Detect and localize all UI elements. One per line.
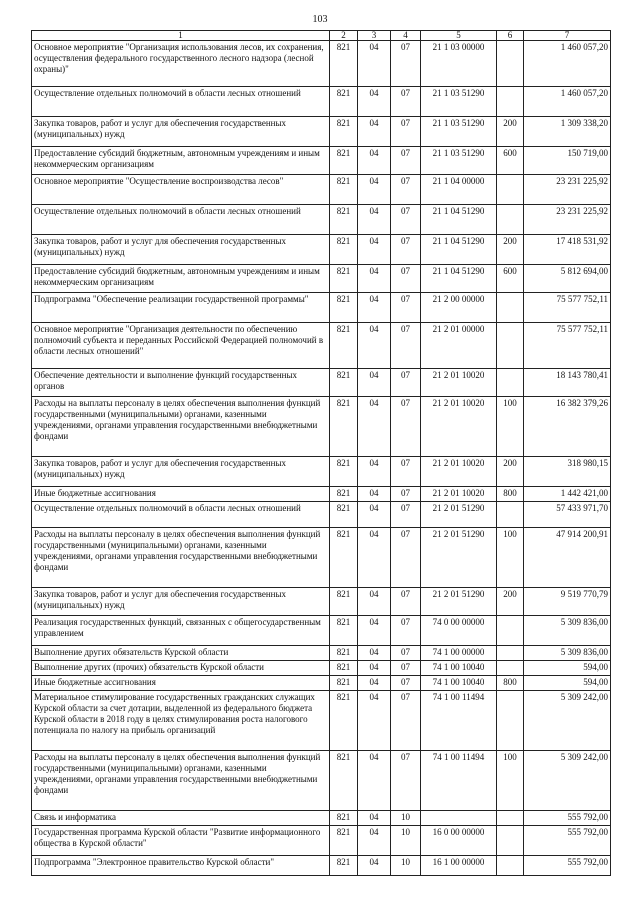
row-name: Государственная программа Курской области "Развитие информационного общества в Курской области" xyxy=(32,826,330,856)
row-code-2: 821 xyxy=(330,147,358,175)
column-header: 2 xyxy=(330,31,358,41)
row-code-4: 07 xyxy=(391,588,421,616)
row-code-3: 04 xyxy=(358,205,391,235)
row-sum: 555 792,00 xyxy=(524,811,611,826)
row-code-6 xyxy=(497,646,524,661)
row-code-3: 04 xyxy=(358,502,391,528)
row-code-6: 200 xyxy=(497,588,524,616)
row-code-5: 74 1 00 10040 xyxy=(421,676,497,691)
row-code-6: 100 xyxy=(497,397,524,457)
row-code-3: 04 xyxy=(358,751,391,811)
table-row xyxy=(32,235,611,265)
row-sum: 594,00 xyxy=(524,661,611,676)
row-code-2: 821 xyxy=(330,293,358,323)
row-code-3: 04 xyxy=(358,117,391,147)
row-code-3: 04 xyxy=(358,235,391,265)
row-code-6 xyxy=(497,41,524,87)
row-code-4: 07 xyxy=(391,41,421,87)
row-sum: 23 231 225,92 xyxy=(524,205,611,235)
row-code-3: 04 xyxy=(358,487,391,502)
budget-table xyxy=(31,30,611,876)
row-code-2: 821 xyxy=(330,751,358,811)
row-code-3: 04 xyxy=(358,147,391,175)
row-name: Подпрограмма "Обеспечение реализации государственной программы" xyxy=(32,293,330,323)
row-code-2: 821 xyxy=(330,502,358,528)
row-sum: 17 418 531,92 xyxy=(524,235,611,265)
row-code-5: 16 0 00 00000 xyxy=(421,826,497,856)
row-name: Выполнение других (прочих) обязательств Курской области xyxy=(32,661,330,676)
row-code-6 xyxy=(497,616,524,646)
row-code-5: 74 1 00 00000 xyxy=(421,646,497,661)
row-name: Предоставление субсидий бюджетным, автономным учреждениям и иным некоммерческим организациям xyxy=(32,265,330,293)
row-code-4: 07 xyxy=(391,616,421,646)
row-name: Расходы на выплаты персоналу в целях обеспечения выполнения функций государственными (муниципальными) органами, казенными учреждениями, органами управления государственными внебюджетными фондами xyxy=(32,528,330,588)
table-row xyxy=(32,588,611,616)
row-sum: 5 309 242,00 xyxy=(524,751,611,811)
row-name: Выполнение других обязательств Курской области xyxy=(32,646,330,661)
row-name: Иные бюджетные ассигнования xyxy=(32,676,330,691)
row-code-3: 04 xyxy=(358,646,391,661)
table-row xyxy=(32,811,611,826)
row-code-2: 821 xyxy=(330,205,358,235)
row-code-5: 21 2 01 51290 xyxy=(421,588,497,616)
row-code-3: 04 xyxy=(358,826,391,856)
row-code-5: 21 2 01 10020 xyxy=(421,457,497,487)
row-code-3: 04 xyxy=(358,265,391,293)
row-code-4: 10 xyxy=(391,826,421,856)
row-code-5: 21 2 01 51290 xyxy=(421,502,497,528)
row-code-5: 74 1 00 10040 xyxy=(421,661,497,676)
row-code-6: 800 xyxy=(497,676,524,691)
row-code-5: 74 1 00 11494 xyxy=(421,691,497,751)
row-code-6 xyxy=(497,691,524,751)
row-code-4: 07 xyxy=(391,487,421,502)
row-code-3: 04 xyxy=(358,369,391,397)
table-row xyxy=(32,369,611,397)
table-row xyxy=(32,265,611,293)
row-name: Реализация государственных функций, связанных с общегосударственным управлением xyxy=(32,616,330,646)
row-sum: 5 812 694,00 xyxy=(524,265,611,293)
row-code-6: 200 xyxy=(497,235,524,265)
row-code-5: 74 0 00 00000 xyxy=(421,616,497,646)
row-code-4: 07 xyxy=(391,457,421,487)
row-code-2: 821 xyxy=(330,117,358,147)
row-code-4: 07 xyxy=(391,265,421,293)
table-row xyxy=(32,293,611,323)
row-code-6 xyxy=(497,323,524,369)
column-header: 4 xyxy=(391,31,421,41)
row-code-5: 74 1 00 11494 xyxy=(421,751,497,811)
table-row xyxy=(32,87,611,117)
row-code-2: 821 xyxy=(330,397,358,457)
row-name: Расходы на выплаты персоналу в целях обеспечения выполнения функций государственными (муниципальными) органами, казенными учреждениями, органами управления государственными внебюджетными фондами xyxy=(32,397,330,457)
row-code-4: 07 xyxy=(391,676,421,691)
row-name: Осуществление отдельных полномочий в области лесных отношений xyxy=(32,205,330,235)
row-code-5: 21 1 03 51290 xyxy=(421,87,497,117)
row-sum: 5 309 242,00 xyxy=(524,691,611,751)
table-row xyxy=(32,41,611,87)
row-code-2: 821 xyxy=(330,856,358,876)
row-name: Обеспечение деятельности и выполнение функций государственных органов xyxy=(32,369,330,397)
row-code-6 xyxy=(497,856,524,876)
row-code-2: 821 xyxy=(330,691,358,751)
row-code-4: 07 xyxy=(391,147,421,175)
row-code-2: 821 xyxy=(330,265,358,293)
table-row xyxy=(32,616,611,646)
table-row xyxy=(32,856,611,876)
row-code-3: 04 xyxy=(358,323,391,369)
row-code-5: 21 1 04 51290 xyxy=(421,235,497,265)
column-header: 1 xyxy=(32,31,330,41)
row-name: Связь и информатика xyxy=(32,811,330,826)
row-sum: 150 719,00 xyxy=(524,147,611,175)
row-code-6: 800 xyxy=(497,487,524,502)
row-code-2: 821 xyxy=(330,175,358,205)
row-code-5: 16 1 00 00000 xyxy=(421,856,497,876)
row-code-5: 21 1 04 00000 xyxy=(421,175,497,205)
row-code-2: 821 xyxy=(330,323,358,369)
row-name: Предоставление субсидий бюджетным, автономным учреждениям и иным некоммерческим организациям xyxy=(32,147,330,175)
row-code-5: 21 2 01 10020 xyxy=(421,369,497,397)
row-sum: 1 442 421,00 xyxy=(524,487,611,502)
row-code-4: 07 xyxy=(391,323,421,369)
row-code-4: 07 xyxy=(391,175,421,205)
row-code-5: 21 1 03 51290 xyxy=(421,117,497,147)
row-sum: 47 914 200,91 xyxy=(524,528,611,588)
row-code-6 xyxy=(497,502,524,528)
row-code-4: 10 xyxy=(391,811,421,826)
row-code-2: 821 xyxy=(330,528,358,588)
row-code-4: 07 xyxy=(391,397,421,457)
row-code-3: 04 xyxy=(358,397,391,457)
row-sum: 16 382 379,26 xyxy=(524,397,611,457)
row-code-6 xyxy=(497,293,524,323)
row-code-4: 07 xyxy=(391,691,421,751)
column-header: 5 xyxy=(421,31,497,41)
row-code-2: 821 xyxy=(330,457,358,487)
row-code-6: 200 xyxy=(497,117,524,147)
row-name: Основное мероприятие "Организация деятельности по обеспечению полномочий субъекта и переданных Российской Федерацией полномочий в области лесных отношений" xyxy=(32,323,330,369)
row-code-2: 821 xyxy=(330,87,358,117)
row-code-3: 04 xyxy=(358,856,391,876)
row-code-4: 07 xyxy=(391,205,421,235)
table-row xyxy=(32,323,611,369)
row-sum: 318 980,15 xyxy=(524,457,611,487)
table-row xyxy=(32,751,611,811)
row-code-2: 821 xyxy=(330,676,358,691)
row-code-3: 04 xyxy=(358,457,391,487)
row-name: Основное мероприятие "Организация использования лесов, их сохранения, осуществления федерального государственного лесного надзора (лесной охраны)" xyxy=(32,41,330,87)
row-code-4: 07 xyxy=(391,646,421,661)
column-header: 3 xyxy=(358,31,391,41)
row-code-3: 04 xyxy=(358,528,391,588)
row-code-6 xyxy=(497,87,524,117)
table-row xyxy=(32,528,611,588)
row-sum: 75 577 752,11 xyxy=(524,323,611,369)
table-row xyxy=(32,487,611,502)
row-code-6 xyxy=(497,205,524,235)
row-code-6 xyxy=(497,811,524,826)
page-number: 103 xyxy=(312,14,328,25)
row-code-5: 21 2 00 00000 xyxy=(421,293,497,323)
row-sum: 9 519 770,79 xyxy=(524,588,611,616)
row-code-2: 821 xyxy=(330,616,358,646)
row-code-4: 07 xyxy=(391,369,421,397)
row-sum: 594,00 xyxy=(524,676,611,691)
row-code-4: 07 xyxy=(391,751,421,811)
row-code-6 xyxy=(497,369,524,397)
table-row xyxy=(32,175,611,205)
table-row xyxy=(32,661,611,676)
header-row xyxy=(32,31,611,41)
row-code-2: 821 xyxy=(330,235,358,265)
row-code-2: 821 xyxy=(330,661,358,676)
row-code-4: 07 xyxy=(391,235,421,265)
row-code-2: 821 xyxy=(330,826,358,856)
row-sum: 5 309 836,00 xyxy=(524,646,611,661)
row-code-3: 04 xyxy=(358,616,391,646)
row-code-5: 21 2 01 10020 xyxy=(421,397,497,457)
row-code-3: 04 xyxy=(358,661,391,676)
row-name: Расходы на выплаты персоналу в целях обеспечения выполнения функций государственными (муниципальными) органами, казенными учреждениями, органами управления государственными внебюджетными фондами xyxy=(32,751,330,811)
table-row xyxy=(32,826,611,856)
row-code-5 xyxy=(421,811,497,826)
row-code-5: 21 2 01 00000 xyxy=(421,323,497,369)
row-code-6: 100 xyxy=(497,751,524,811)
row-code-3: 04 xyxy=(358,175,391,205)
row-name: Закупка товаров, работ и услуг для обеспечения государственных (муниципальных) нужд xyxy=(32,117,330,147)
row-sum: 57 433 971,70 xyxy=(524,502,611,528)
row-code-4: 07 xyxy=(391,117,421,147)
row-code-6 xyxy=(497,175,524,205)
row-code-6: 100 xyxy=(497,528,524,588)
row-name: Иные бюджетные ассигнования xyxy=(32,487,330,502)
table-row xyxy=(32,646,611,661)
row-name: Основное мероприятие "Осуществление воспроизводства лесов" xyxy=(32,175,330,205)
row-code-4: 07 xyxy=(391,661,421,676)
row-code-5: 21 2 01 51290 xyxy=(421,528,497,588)
row-code-3: 04 xyxy=(358,41,391,87)
row-code-6: 600 xyxy=(497,147,524,175)
row-code-4: 10 xyxy=(391,856,421,876)
row-code-4: 07 xyxy=(391,293,421,323)
row-code-4: 07 xyxy=(391,502,421,528)
row-code-2: 821 xyxy=(330,369,358,397)
row-code-6: 600 xyxy=(497,265,524,293)
row-code-5: 21 1 03 51290 xyxy=(421,147,497,175)
table-row xyxy=(32,676,611,691)
row-sum: 18 143 780,41 xyxy=(524,369,611,397)
row-code-3: 04 xyxy=(358,676,391,691)
row-code-2: 821 xyxy=(330,487,358,502)
row-code-3: 04 xyxy=(358,87,391,117)
table-row xyxy=(32,502,611,528)
row-code-5: 21 2 01 10020 xyxy=(421,487,497,502)
table-row xyxy=(32,117,611,147)
row-code-2: 821 xyxy=(330,646,358,661)
row-code-2: 821 xyxy=(330,41,358,87)
row-code-3: 04 xyxy=(358,588,391,616)
row-sum: 1 460 057,20 xyxy=(524,41,611,87)
row-sum: 555 792,00 xyxy=(524,826,611,856)
row-sum: 1 460 057,20 xyxy=(524,87,611,117)
row-sum: 5 309 836,00 xyxy=(524,616,611,646)
row-code-2: 821 xyxy=(330,588,358,616)
row-code-4: 07 xyxy=(391,528,421,588)
row-name: Осуществление отдельных полномочий в области лесных отношений xyxy=(32,87,330,117)
row-code-3: 04 xyxy=(358,811,391,826)
row-name: Закупка товаров, работ и услуг для обеспечения государственных (муниципальных) нужд xyxy=(32,457,330,487)
row-code-6: 200 xyxy=(497,457,524,487)
row-code-2: 821 xyxy=(330,811,358,826)
row-code-5: 21 1 04 51290 xyxy=(421,205,497,235)
table-row xyxy=(32,397,611,457)
row-sum: 23 231 225,92 xyxy=(524,175,611,205)
row-code-5: 21 1 03 00000 xyxy=(421,41,497,87)
row-name: Закупка товаров, работ и услуг для обеспечения государственных (муниципальных) нужд xyxy=(32,235,330,265)
row-name: Осуществление отдельных полномочий в области лесных отношений xyxy=(32,502,330,528)
row-name: Подпрограмма "Электронное правительство Курской области" xyxy=(32,856,330,876)
column-header: 6 xyxy=(497,31,524,41)
row-code-4: 07 xyxy=(391,87,421,117)
row-sum: 75 577 752,11 xyxy=(524,293,611,323)
column-header: 7 xyxy=(524,31,611,41)
row-sum: 1 309 338,20 xyxy=(524,117,611,147)
table-row xyxy=(32,691,611,751)
row-name: Материальное стимулирование государственных гражданских служащих Курской области за счет дотации, выделенной из федерального бюджета Курской области в 2018 году в целях стимулирования роста налогового потенциала по налогу на прибыль организаций xyxy=(32,691,330,751)
row-code-6 xyxy=(497,826,524,856)
row-sum: 555 792,00 xyxy=(524,856,611,876)
table-row xyxy=(32,457,611,487)
row-code-3: 04 xyxy=(358,293,391,323)
table-row xyxy=(32,147,611,175)
row-code-5: 21 1 04 51290 xyxy=(421,265,497,293)
row-name: Закупка товаров, работ и услуг для обеспечения государственных (муниципальных) нужд xyxy=(32,588,330,616)
row-code-3: 04 xyxy=(358,691,391,751)
row-code-6 xyxy=(497,661,524,676)
table-row xyxy=(32,205,611,235)
